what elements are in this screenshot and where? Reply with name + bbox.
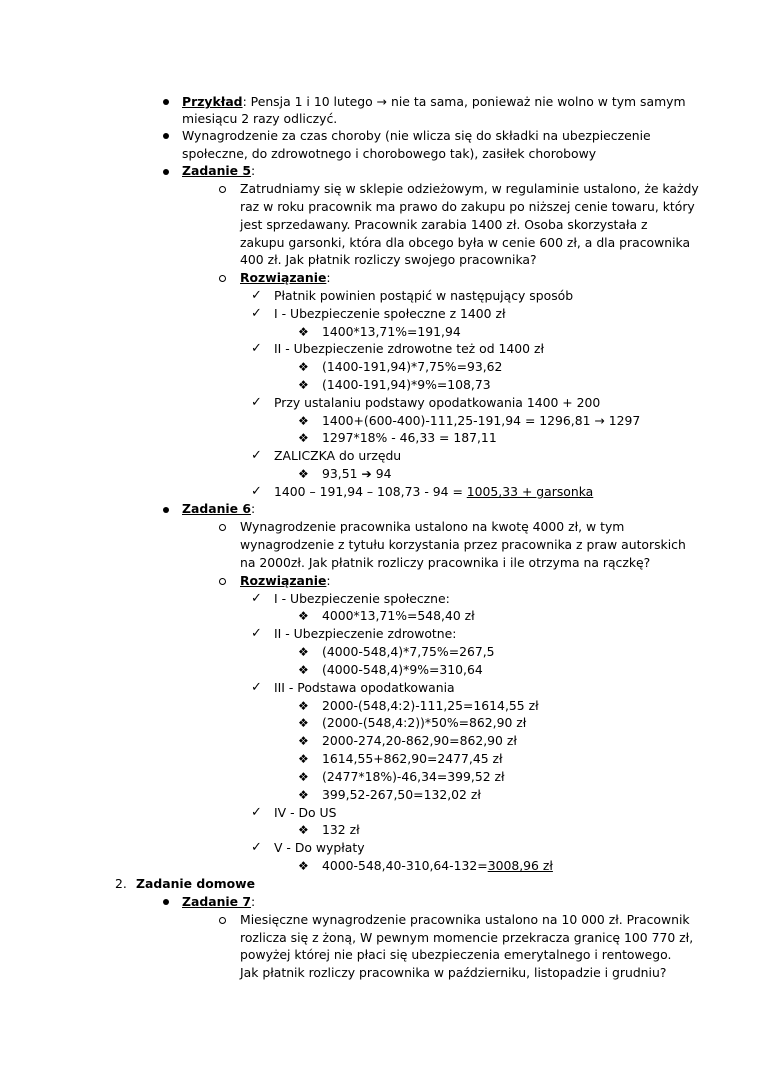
diamond-bullet-icon: ❖ xyxy=(298,788,309,802)
task5-step-1: Płatnik powinien postąpić w następujący sposób xyxy=(274,288,574,303)
task6-step-1: I - Ubezpieczenie społeczne: xyxy=(274,591,450,606)
circle-bullet-icon xyxy=(219,186,226,193)
bullet-icon xyxy=(163,133,169,139)
task5-step-5: ZALICZKA do urzędu xyxy=(274,448,402,463)
task5-calc: 93,51 ➔ 94 xyxy=(322,466,392,481)
check-icon: ✓ xyxy=(251,341,262,356)
task5-calc: 1297*18% - 46,33 = 187,11 xyxy=(322,430,497,445)
circle-bullet-icon xyxy=(219,578,226,585)
task6-step-5: V - Do wypłaty xyxy=(274,840,365,855)
check-icon: ✓ xyxy=(251,680,262,695)
circle-bullet-icon xyxy=(219,275,226,282)
diamond-bullet-icon: ❖ xyxy=(298,699,309,713)
bullet-icon xyxy=(163,899,169,905)
check-icon: ✓ xyxy=(251,626,262,641)
diamond-bullet-icon: ❖ xyxy=(298,609,309,623)
task5-step-4: Przy ustalaniu podstawy opodatkowania 1400 + 200 xyxy=(274,395,601,410)
bullet-icon xyxy=(163,99,169,105)
sick-pay-line-2: społeczne, do zdrowotnego i chorobowego tak), zasiłek chorobowy xyxy=(182,146,597,161)
task6-result-value: 3008,96 zł xyxy=(487,858,553,873)
task5-desc-5: 400 zł. Jak płatnik rozliczy swojego pracownika? xyxy=(240,252,537,267)
example-label: Przykład xyxy=(182,94,243,109)
task5-desc-3: jest sprzedawany. Pracownik zarabia 1400 zł. Osoba skorzystała z xyxy=(240,217,648,232)
example-line: Przykład: Pensja 1 i 10 lutego → nie ta sama, ponieważ nie wolno w tym samym xyxy=(182,94,686,109)
task6-result: 4000-548,40-310,64-132=3008,96 zł xyxy=(322,858,553,873)
circle-bullet-icon xyxy=(219,524,226,531)
diamond-bullet-icon: ❖ xyxy=(298,645,309,659)
bullet-icon xyxy=(163,169,169,175)
task6-heading: Zadanie 6: xyxy=(182,501,256,516)
task5-step-3: II - Ubezpieczenie zdrowotne też od 1400 zł xyxy=(274,341,545,356)
task5-calc: (1400-191,94)*7,75%=93,62 xyxy=(322,359,503,374)
task5-desc-2: raz w roku pracownik ma prawo do zakupu po niższej cenie towaru, który xyxy=(240,199,695,214)
task6-calc: 2000-(548,4:2)-111,25=1614,55 zł xyxy=(322,698,539,713)
diamond-bullet-icon: ❖ xyxy=(298,325,309,339)
task6-step-3: III - Podstawa opodatkowania xyxy=(274,680,455,695)
task5-result: 1400 – 191,94 – 108,73 - 94 = 1005,33 + garsonka xyxy=(274,484,594,499)
check-icon: ✓ xyxy=(251,805,262,820)
diamond-bullet-icon: ❖ xyxy=(298,431,309,445)
task6-calc: (4000-548,4)*9%=310,64 xyxy=(322,662,483,677)
diamond-bullet-icon: ❖ xyxy=(298,378,309,392)
diamond-bullet-icon: ❖ xyxy=(298,770,309,784)
check-icon: ✓ xyxy=(251,448,262,463)
diamond-bullet-icon: ❖ xyxy=(298,414,309,428)
task6-solution-heading: Rozwiązanie: xyxy=(240,573,331,588)
task5-desc-1: Zatrudniamy się w sklepie odzieżowym, w regulaminie ustalono, że każdy xyxy=(240,181,699,196)
diamond-bullet-icon: ❖ xyxy=(298,752,309,766)
diamond-bullet-icon: ❖ xyxy=(298,859,309,873)
task6-step-4: IV - Do US xyxy=(274,805,337,820)
diamond-bullet-icon: ❖ xyxy=(298,467,309,481)
task6-calc: 4000*13,71%=548,40 zł xyxy=(322,608,475,623)
task5-heading: Zadanie 5: xyxy=(182,163,256,178)
task5-solution-heading: Rozwiązanie: xyxy=(240,270,331,285)
task6-step-2: II - Ubezpieczenie zdrowotne: xyxy=(274,626,457,641)
task6-calc: 132 zł xyxy=(322,822,360,837)
task5-step-2: I - Ubezpieczenie społeczne z 1400 zł xyxy=(274,306,506,321)
task6-desc-1: Wynagrodzenie pracownika ustalono na kwotę 4000 zł, w tym xyxy=(240,519,625,534)
diamond-bullet-icon: ❖ xyxy=(298,360,309,374)
diamond-bullet-icon: ❖ xyxy=(298,716,309,730)
task5-calc: 1400*13,71%=191,94 xyxy=(322,324,461,339)
sick-pay-line-1: Wynagrodzenie za czas choroby (nie wlicza się do składki na ubezpieczenie xyxy=(182,128,651,143)
check-icon: ✓ xyxy=(251,484,262,499)
task6-calc: 399,52-267,50=132,02 zł xyxy=(322,787,481,802)
task7-desc-1: Miesięczne wynagrodzenie pracownika ustalono na 10 000 zł. Pracownik xyxy=(240,912,690,927)
task6-calc: (2000-(548,4:2))*50%=862,90 zł xyxy=(322,715,527,730)
task6-desc-3: na 2000zł. Jak płatnik rozliczy pracownika i ile otrzyma na rączkę? xyxy=(240,555,651,570)
diamond-bullet-icon: ❖ xyxy=(298,663,309,677)
task7-desc-3: powyżej której nie płaci się ubezpieczenia emerytalnego i rentowego. xyxy=(240,947,672,962)
check-icon: ✓ xyxy=(251,288,262,303)
diamond-bullet-icon: ❖ xyxy=(298,823,309,837)
task6-calc: 2000-274,20-862,90=862,90 zł xyxy=(322,733,517,748)
task5-result-value: 1005,33 + garsonka xyxy=(466,484,594,499)
check-icon: ✓ xyxy=(251,840,262,855)
task7-desc-4: Jak płatnik rozliczy pracownika w październiku, listopadzie i grudniu? xyxy=(240,965,667,980)
diamond-bullet-icon: ❖ xyxy=(298,734,309,748)
circle-bullet-icon xyxy=(219,917,226,924)
task6-calc: 1614,55+862,90=2477,45 zł xyxy=(322,751,503,766)
task6-calc: (4000-548,4)*7,75%=267,5 xyxy=(322,644,495,659)
task7-desc-2: rozlicza się z żoną, W pewnym momencie przekracza granicę 100 770 zł, xyxy=(240,930,694,945)
example-line-2: miesiącu 2 razy odliczyć. xyxy=(182,111,338,126)
section-number: 2. xyxy=(115,876,127,891)
homework-heading: Zadanie domowe xyxy=(136,876,256,891)
check-icon: ✓ xyxy=(251,306,262,321)
check-icon: ✓ xyxy=(251,395,262,410)
task5-desc-4: zakupu garsonki, która dla obcego była w cenie 600 zł, a dla pracownika xyxy=(240,235,691,250)
check-icon: ✓ xyxy=(251,591,262,606)
task5-calc: 1400+(600-400)-111,25-191,94 = 1296,81 → 1297 xyxy=(322,413,641,428)
task6-calc: (2477*18%)-46,34=399,52 zł xyxy=(322,769,505,784)
bullet-icon xyxy=(163,507,169,513)
task7-heading: Zadanie 7: xyxy=(182,894,256,909)
task6-desc-2: wynagrodzenie z tytułu korzystania przez pracownika z praw autorskich xyxy=(240,537,686,552)
task5-calc: (1400-191,94)*9%=108,73 xyxy=(322,377,491,392)
